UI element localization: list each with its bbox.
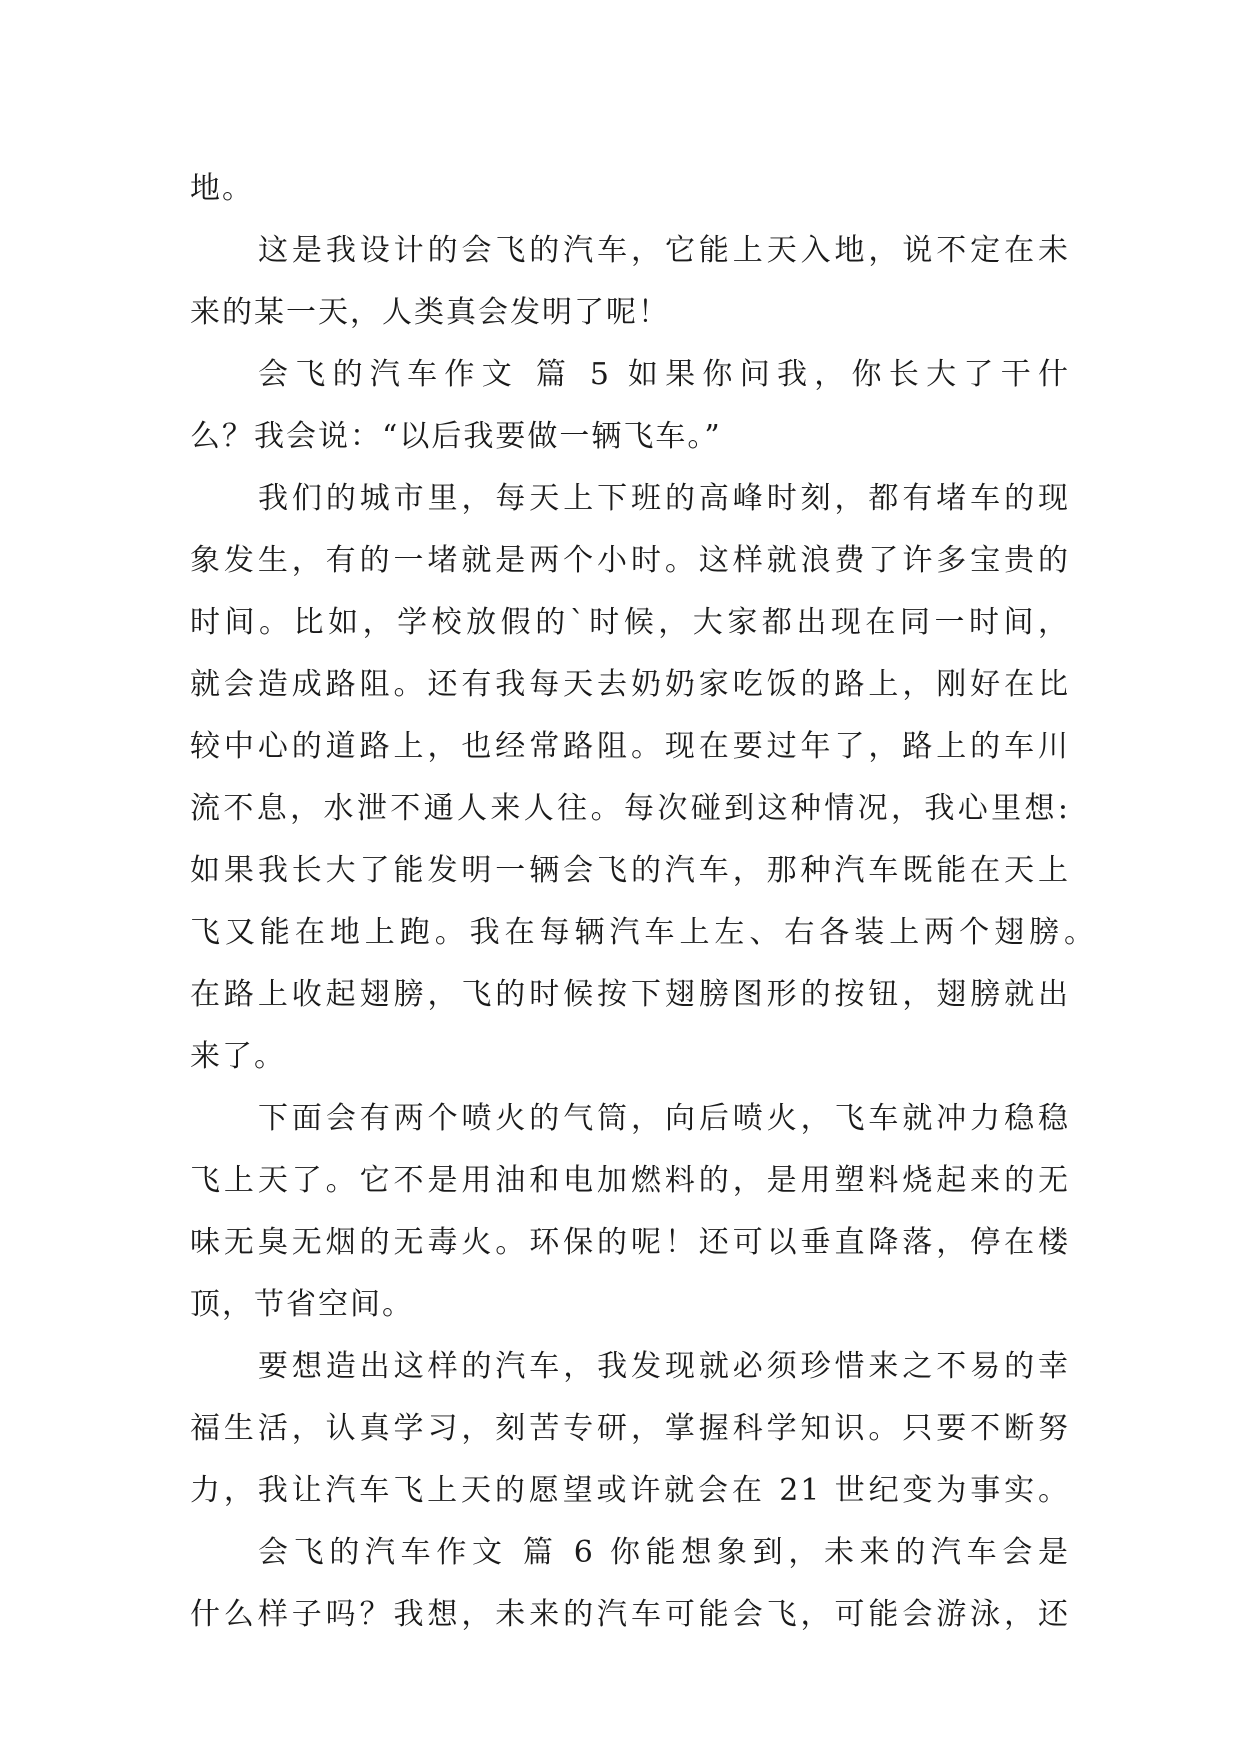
text-line: 时间。比如，学校放假的`时候，大家都出现在同一时间， xyxy=(190,605,1070,640)
text-line: 如果我长大了能发明一辆会飞的汽车，那种汽车既能在天上 xyxy=(190,853,1070,888)
text-line: 要想造出这样的汽车，我发现就必须珍惜来之不易的幸 xyxy=(258,1349,1070,1384)
text-line: 飞上天了。它不是用油和电加燃料的，是用塑料烧起来的无 xyxy=(190,1163,1070,1198)
text-line: 地。 xyxy=(190,171,254,206)
text-line: 就会造成路阻。还有我每天去奶奶家吃饭的路上，刚好在比 xyxy=(190,667,1070,702)
text-line: 来的某一天，人类真会发明了呢！ xyxy=(190,295,670,330)
document-body xyxy=(190,158,1096,1646)
text-line: 顶，节省空间。 xyxy=(190,1287,414,1322)
text-line: 什么样子吗？我想，未来的汽车可能会飞，可能会游泳，还 xyxy=(190,1597,1070,1632)
text-line: 味无臭无烟的无毒火。环保的呢！还可以垂直降落，停在楼 xyxy=(190,1225,1070,1260)
text-line: 下面会有两个喷火的气筒，向后喷火，飞车就冲力稳稳 xyxy=(258,1101,1070,1136)
text-line: 飞又能在地上跑。我在每辆汽车上左、右各装上两个翅膀。 xyxy=(190,915,1096,950)
text-line: 会飞的汽车作文 篇 6 你能想象到，未来的汽车会是 xyxy=(258,1535,1070,1570)
text-line: 会飞的汽车作文 篇 5 如果你问我，你长大了干什 xyxy=(258,357,1070,392)
text-line: 来了。 xyxy=(190,1039,286,1074)
text-line: 我们的城市里，每天上下班的高峰时刻，都有堵车的现 xyxy=(258,481,1070,516)
text-line: 流不息，水泄不通人来人往。每次碰到这种情况，我心里想: xyxy=(190,791,1070,826)
text-line: 较中心的道路上，也经常路阻。现在要过年了，路上的车川 xyxy=(190,729,1070,764)
text-line: 象发生，有的一堵就是两个小时。这样就浪费了许多宝贵的 xyxy=(190,543,1070,578)
text-line: 这是我设计的会飞的汽车，它能上天入地，说不定在未 xyxy=(258,233,1070,268)
text-line: 力，我让汽车飞上天的愿望或许就会在 21 世纪变为事实。 xyxy=(190,1473,1070,1508)
text-line: 么？我会说：“以后我要做一辆飞车。” xyxy=(190,419,722,454)
text-line: 在路上收起翅膀，飞的时候按下翅膀图形的按钮，翅膀就出 xyxy=(190,977,1070,1012)
text-line: 福生活，认真学习，刻苦专研，掌握科学知识。只要不断努 xyxy=(190,1411,1070,1446)
